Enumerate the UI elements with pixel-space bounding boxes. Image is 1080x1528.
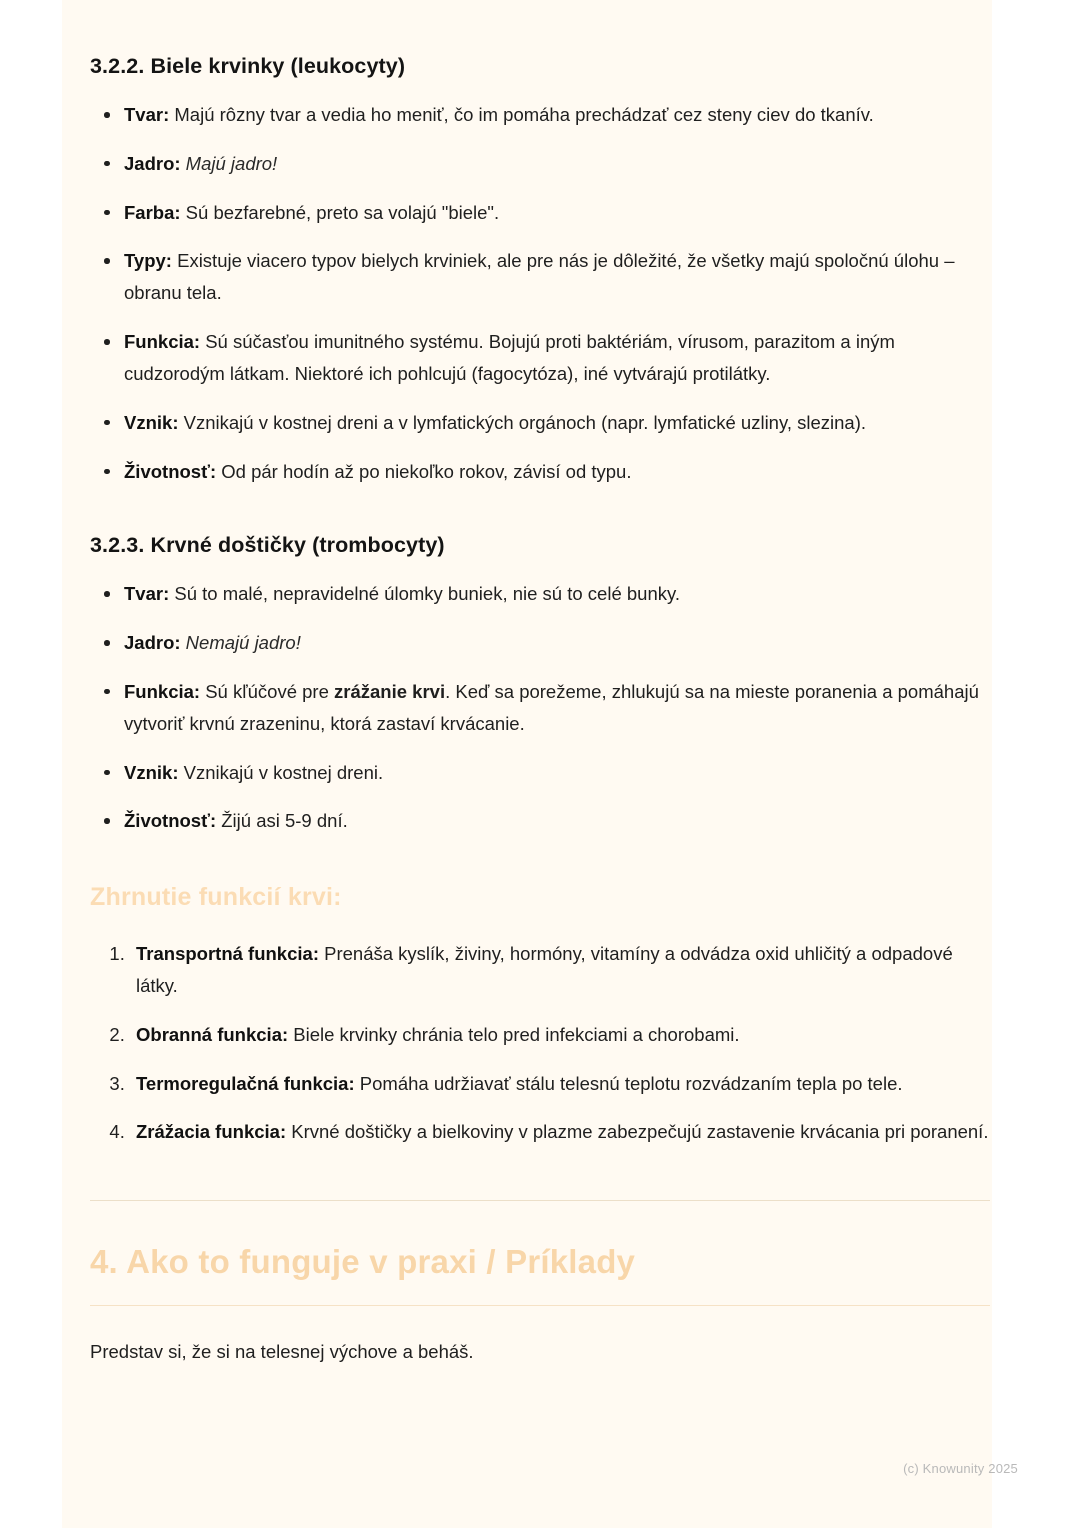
list-item <box>130 1116 990 1148</box>
item-text: Sú súčasťou imunitného systému. Bojujú proti baktériám, vírusom, parazitom a iným cudzorodým látkam. Niektoré ich pohlcujú (fagocytóza), iné vytvárajú protilátky. <box>124 331 895 384</box>
list-item <box>90 99 990 131</box>
chapter-title: 4. Ako to funguje v praxi / Príklady <box>90 1243 636 1281</box>
item-text-post: . Keď sa porežeme, zhlukujú sa na mieste poranenia a pomáhajú vytvoriť krvnú zrazeninu, ktorá zastaví krvácanie. <box>124 680 979 734</box>
list-item <box>90 407 990 439</box>
list-item <box>90 676 990 740</box>
list-item <box>90 245 990 309</box>
item-label: Funkcia: <box>124 331 201 353</box>
item-text: Vznikajú v kostnej dreni. <box>178 761 384 783</box>
list-item <box>90 805 990 837</box>
item-label: Obranná funkcia: <box>136 1023 289 1045</box>
item-label: Vznik: <box>124 411 179 433</box>
item-label: Funkcia: <box>124 680 201 702</box>
item-label: Termoregulačná funkcia: <box>136 1072 355 1094</box>
item-label: Životnosť: <box>124 460 217 482</box>
list-item <box>90 578 990 610</box>
item-text: Existuje viacero typov bielych krviniek, ale pre nás je dôležité, že všetky majú spoločnú úlohu – obranu tela. <box>124 250 955 304</box>
summary-heading: Zhrnutie funkcií krvi: <box>90 883 342 912</box>
list-item <box>130 1068 990 1100</box>
item-text: Majú rôzny tvar a vedia ho meniť, čo im pomáha prechádzať cez steny ciev do tkanív. <box>169 104 874 125</box>
list-item <box>90 627 990 659</box>
item-label: Životnosť: <box>124 810 217 832</box>
copyright-watermark: (c) Knowunity 2025 <box>903 1461 1018 1476</box>
item-text: Vznikajú v kostnej dreni a v lymfatických orgánoch (napr. lymfatické uzliny, slezina). <box>178 411 867 433</box>
item-label: Zrážacia funkcia: <box>136 1121 287 1143</box>
list-item <box>130 1019 990 1051</box>
item-text: Sú bezfarebné, preto sa volajú "biele". <box>180 201 500 223</box>
item-label: Transportná funkcia: <box>136 943 319 965</box>
item-label: Farba: <box>124 201 181 223</box>
list-trombocyty <box>90 578 990 837</box>
item-text: Prenáša kyslík, živiny, hormóny, vitamíny a odvádza oxid uhličitý a odpadové látky. <box>136 943 953 996</box>
chapter-intro-paragraph: Predstav si, že si na telesnej výchove a beháš. <box>90 1341 474 1363</box>
list-item <box>90 757 990 789</box>
list-leukocyty <box>90 99 990 487</box>
item-text: Od pár hodín až po niekoľko rokov, závisí od typu. <box>216 460 632 482</box>
list-item <box>130 938 990 1002</box>
item-label: Tvar: <box>124 583 170 605</box>
section-heading-trombocyty: 3.2.3. Krvné doštičky (trombocyty) <box>90 533 445 558</box>
item-text: Biele krvinky chránia telo pred infekciami a chorobami. <box>288 1023 740 1045</box>
list-item <box>90 148 990 180</box>
item-label: Vznik: <box>124 761 179 783</box>
item-label: Jadro: <box>124 152 181 174</box>
item-text-pre: Sú kľúčové pre <box>200 680 335 702</box>
item-text-italic: Nemajú jadro! <box>180 632 301 654</box>
item-text-italic: Majú jadro! <box>180 152 278 174</box>
section-heading-leukocyty: 3.2.2. Biele krvinky (leukocyty) <box>90 54 406 78</box>
item-text: Sú to malé, nepravidelné úlomky buniek, nie sú to celé bunky. <box>169 583 681 605</box>
section-divider <box>90 1200 990 1201</box>
list-item <box>90 326 990 390</box>
item-text-emphasis: zrážanie krvi <box>334 680 446 702</box>
item-text: Krvné doštičky a bielkoviny v plazme zabezpečujú zastavenie krvácania pri poranení. <box>286 1121 989 1143</box>
list-item <box>90 197 990 229</box>
item-label: Tvar: <box>124 104 170 125</box>
item-label: Jadro: <box>124 632 181 654</box>
chapter-title-rule <box>90 1305 990 1306</box>
item-label: Typy: <box>124 250 172 272</box>
item-text: Pomáha udržiavať stálu telesnú teplotu rozvádzaním tepla po tele. <box>354 1072 903 1094</box>
list-item <box>90 456 990 488</box>
list-summary-functions <box>90 938 990 1148</box>
item-text: Žijú asi 5-9 dní. <box>216 810 348 832</box>
